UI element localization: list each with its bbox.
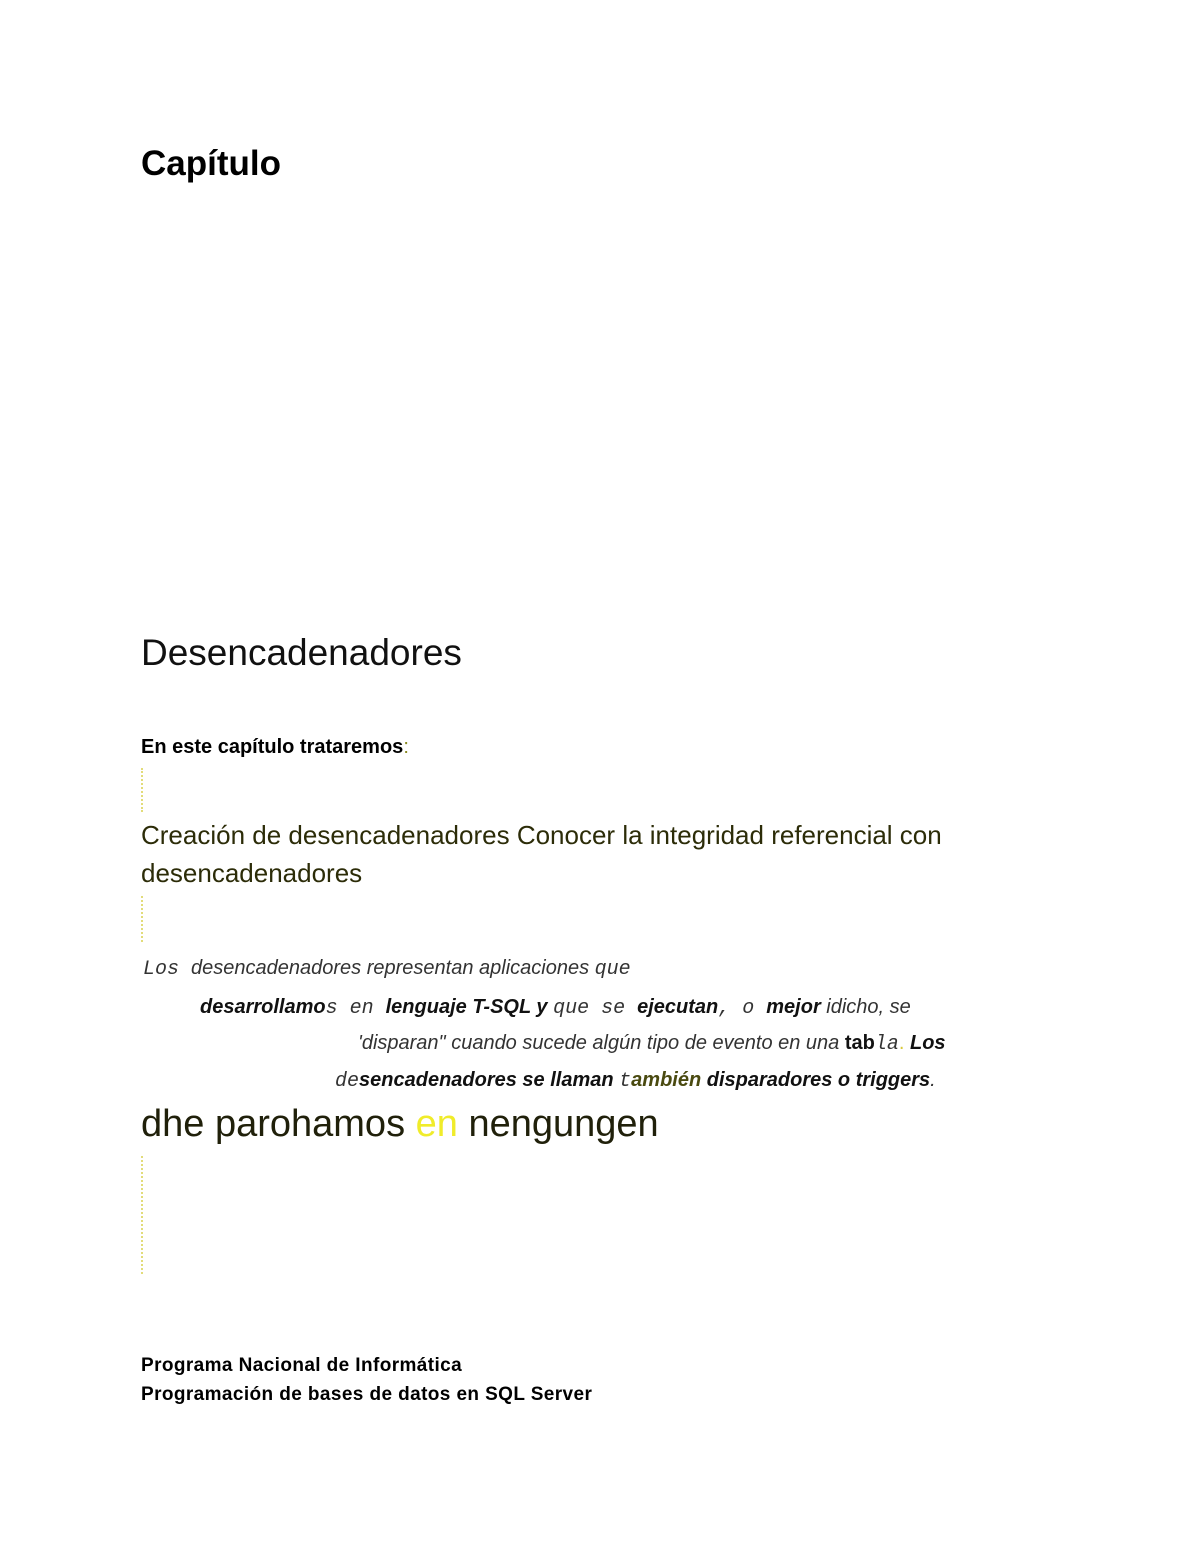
paragraph-line-2 [200, 994, 911, 1022]
text-run: i [820, 996, 831, 1018]
intro-heading [141, 734, 409, 760]
text-run: tab [844, 1032, 875, 1054]
text-run: ejecutan [637, 996, 719, 1018]
dotted-marker [141, 896, 143, 942]
text-run: nengungen [457, 1103, 659, 1145]
text-run: , o [718, 997, 767, 1020]
highlighted-word: en [415, 1103, 458, 1145]
footer-organization: Programa Nacional de Informática [141, 1355, 463, 1376]
intro-colon: : [403, 736, 409, 758]
paragraph-line-4 [335, 1067, 936, 1095]
text-run: . [898, 1032, 905, 1054]
text-run: que [594, 958, 631, 981]
text-run: que se [553, 997, 638, 1020]
dotted-marker [141, 768, 143, 812]
text-run: 'disparan" cuando sucede algún tipo de evento en una [358, 1032, 845, 1054]
text-run: lenguaje T-SQL y [385, 996, 554, 1018]
text-run: desarrollamo [200, 996, 326, 1018]
topics-list: Creación de desencadenadores Conocer la integridad referencial con desencadenadores [141, 820, 942, 888]
text-run: ambién [631, 1069, 702, 1091]
paragraph-line-1 [143, 955, 631, 983]
text-run: de [335, 1070, 360, 1093]
text-run: sencadenadores se llaman [359, 1069, 620, 1091]
text-run: s en [325, 997, 386, 1020]
chapter-label: Capítulo [141, 144, 281, 183]
text-run: dhe parohamos [141, 1103, 416, 1145]
text-run: la [874, 1033, 899, 1056]
intro-text: En este capítulo trataremos [141, 736, 404, 758]
footer-book-title: Programación de bases de datos en SQL Server [141, 1384, 593, 1405]
dotted-marker [141, 1156, 143, 1274]
text-run: desencadenadores representan aplicaciones [191, 957, 595, 979]
text-run: Los [904, 1032, 946, 1054]
text-run: mejor [766, 996, 821, 1018]
garbled-text [141, 1100, 659, 1148]
text-run: dicho, se [830, 996, 911, 1018]
text-run: disparadores o triggers [701, 1069, 931, 1091]
text-run: Los [143, 958, 192, 981]
text-run: . [930, 1069, 936, 1091]
text-run: t [619, 1070, 632, 1093]
paragraph-line-3 [358, 1030, 946, 1058]
page-title: Desencadenadores [141, 632, 462, 673]
